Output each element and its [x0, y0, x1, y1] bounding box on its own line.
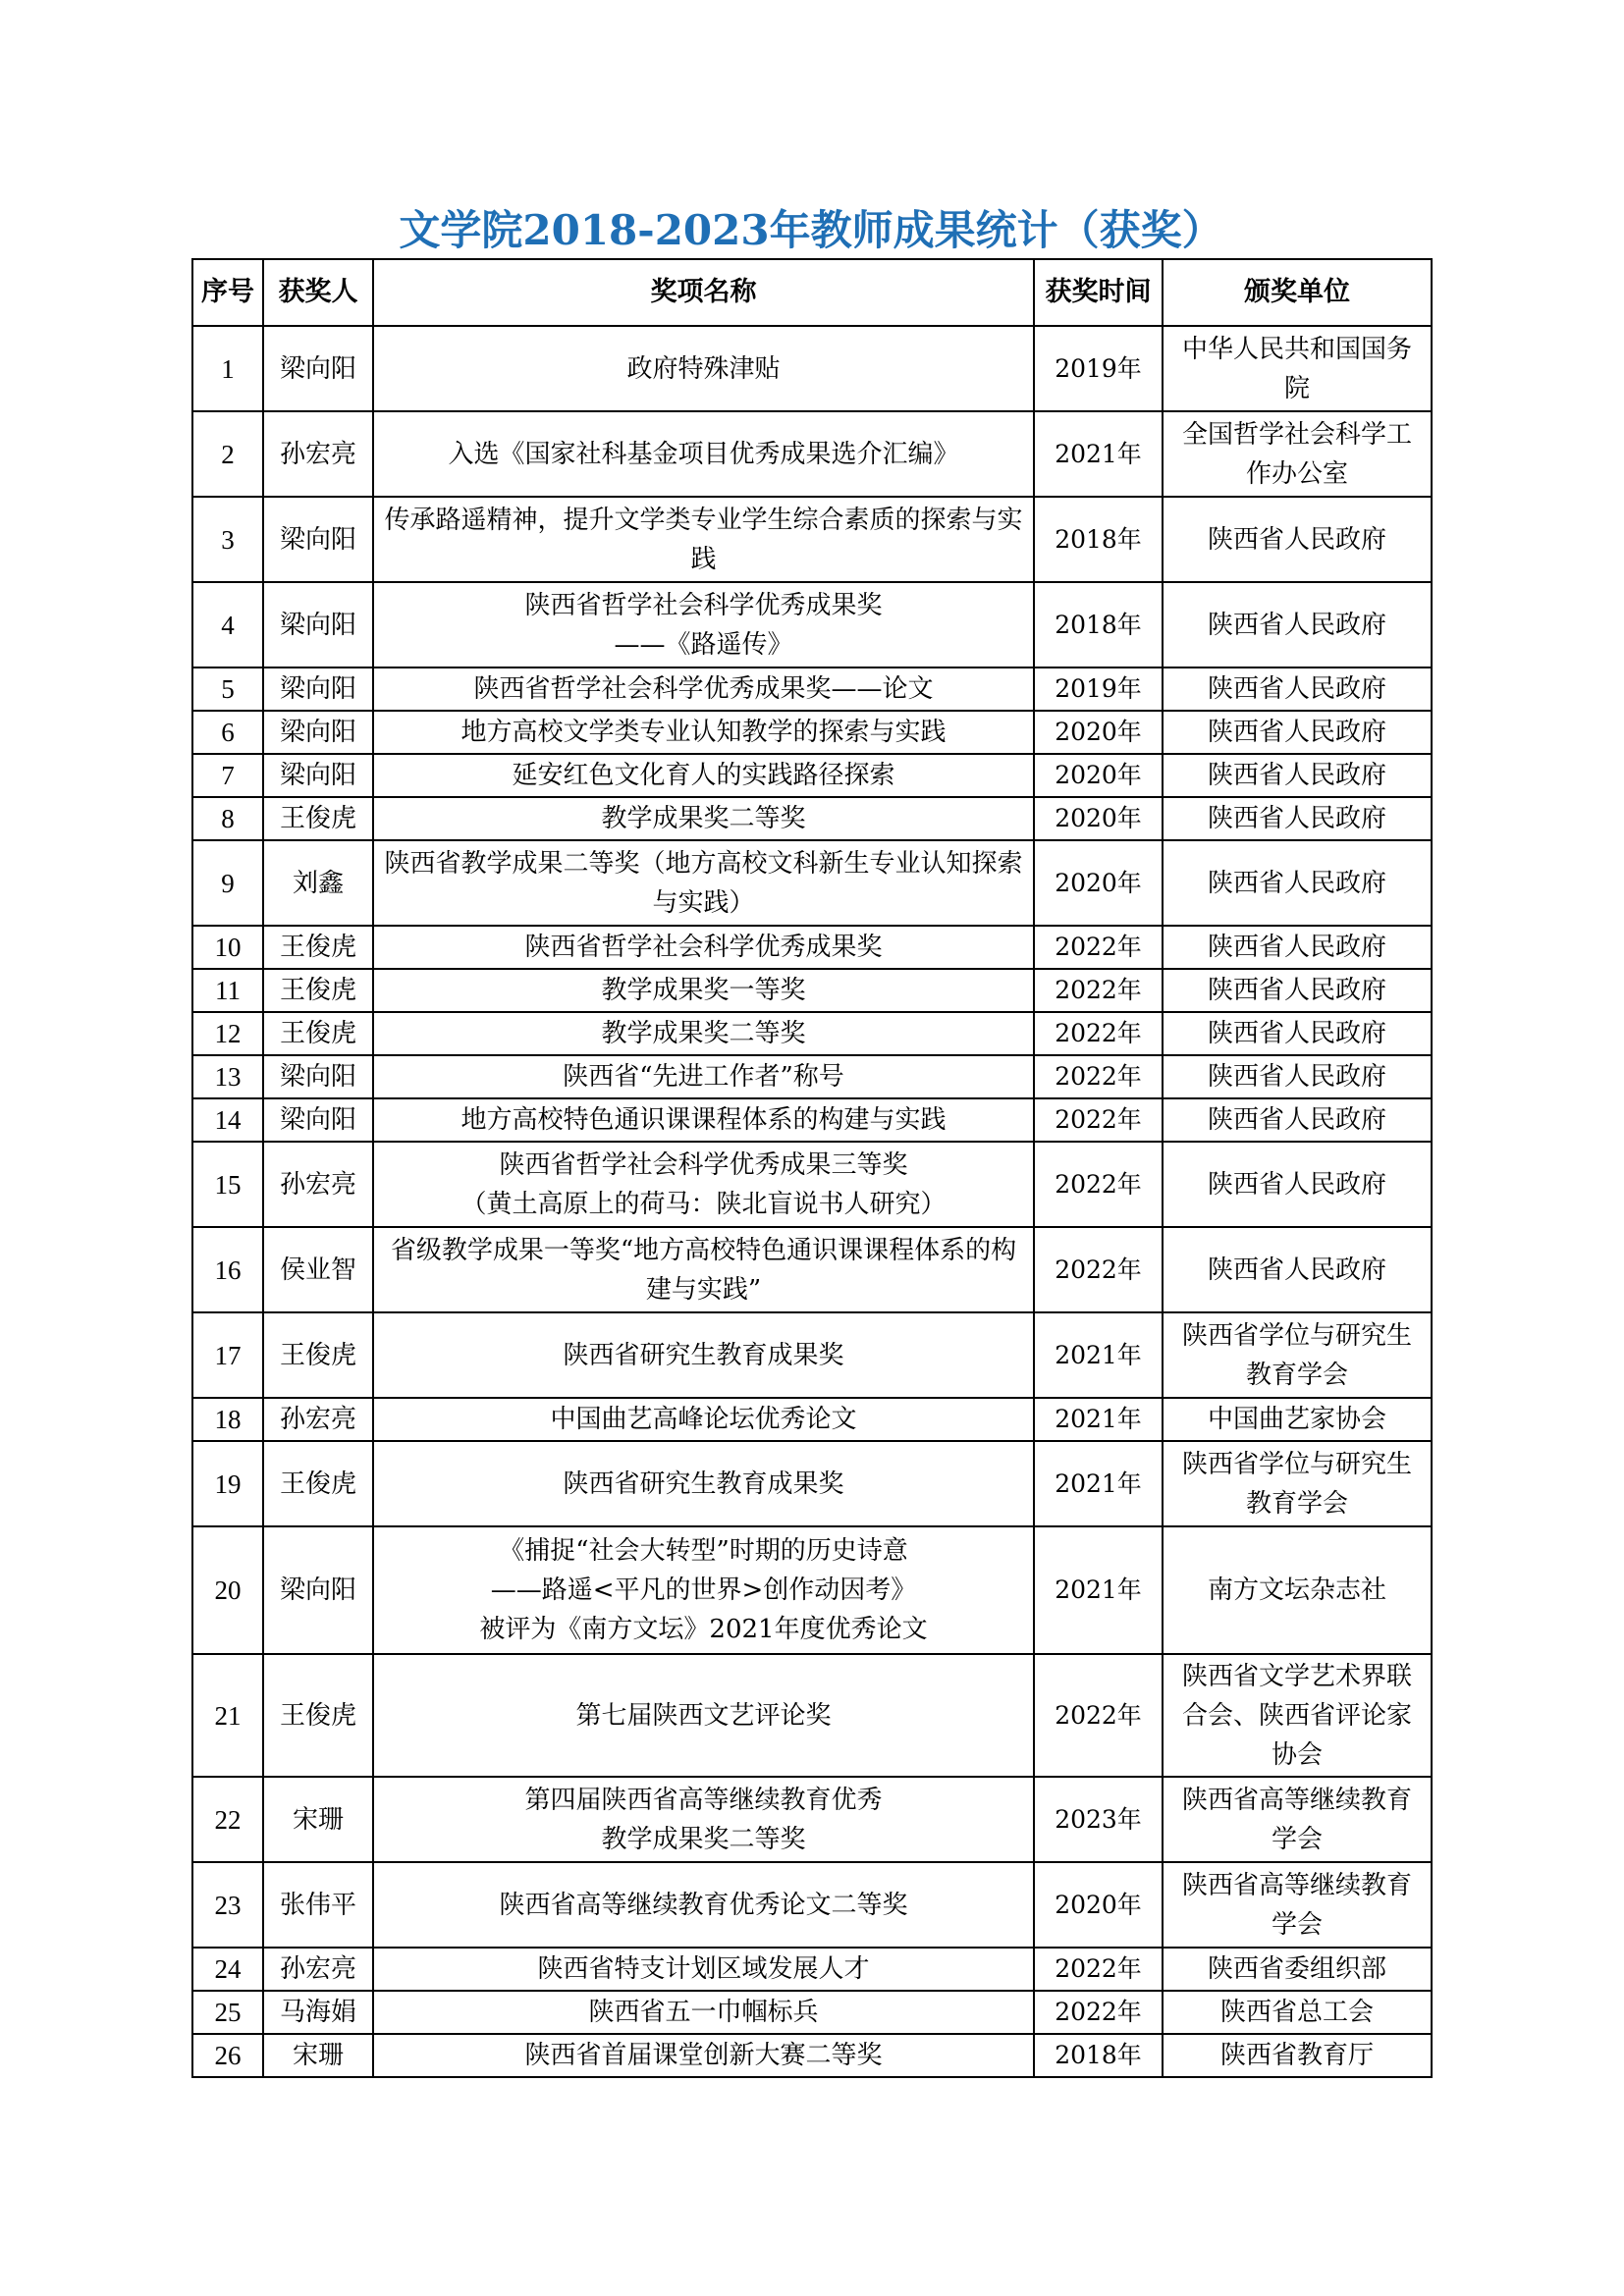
awardee-cell: 梁向阳 [263, 667, 373, 711]
serial-number-cell: 7 [192, 754, 263, 797]
awarding-org-cell: 陕西省高等继续教育学会 [1163, 1777, 1432, 1862]
awardee-cell: 梁向阳 [263, 326, 373, 411]
award-time-cell: 2022年 [1034, 1098, 1163, 1142]
award-name-cell: 陕西省哲学社会科学优秀成果三等奖 （黄土高原上的荷马：陕北盲说书人研究） [373, 1142, 1034, 1227]
awarding-org-cell: 陕西省人民政府 [1163, 797, 1432, 840]
awarding-org-cell: 陕西省高等继续教育学会 [1163, 1862, 1432, 1948]
award-name-cell: 教学成果奖二等奖 [373, 797, 1034, 840]
award-name-cell: 陕西省哲学社会科学优秀成果奖——论文 [373, 667, 1034, 711]
awardee-cell: 梁向阳 [263, 1526, 373, 1654]
awarding-org-cell: 陕西省教育厅 [1163, 2034, 1432, 2077]
award-name-cell: 政府特殊津贴 [373, 326, 1034, 411]
header-awardee: 获奖人 [263, 259, 373, 326]
award-name-cell: 第七届陕西文艺评论奖 [373, 1654, 1034, 1777]
table-row [192, 411, 1432, 497]
table-row [192, 1441, 1432, 1526]
awardee-cell: 孙宏亮 [263, 1142, 373, 1227]
awards-table [191, 258, 1433, 2078]
serial-number-cell: 14 [192, 1098, 263, 1142]
award-name-cell: 陕西省特支计划区域发展人才 [373, 1948, 1034, 1991]
table-body [192, 326, 1432, 2077]
serial-number-cell: 23 [192, 1862, 263, 1948]
awardee-cell: 孙宏亮 [263, 1948, 373, 1991]
table-row [192, 1312, 1432, 1398]
award-time-cell: 2022年 [1034, 926, 1163, 969]
award-time-cell: 2022年 [1034, 969, 1163, 1012]
table-row [192, 1948, 1432, 1991]
serial-number-cell: 4 [192, 582, 263, 667]
awarding-org-cell: 陕西省学位与研究生教育学会 [1163, 1441, 1432, 1526]
serial-number-cell: 8 [192, 797, 263, 840]
award-time-cell: 2018年 [1034, 582, 1163, 667]
awarding-org-cell: 全国哲学社会科学工作办公室 [1163, 411, 1432, 497]
table-row [192, 797, 1432, 840]
award-name-cell: 陕西省首届课堂创新大赛二等奖 [373, 2034, 1034, 2077]
table-row [192, 926, 1432, 969]
award-time-cell: 2021年 [1034, 411, 1163, 497]
awarding-org-cell: 陕西省文学艺术界联合会、陕西省评论家协会 [1163, 1654, 1432, 1777]
award-time-cell: 2020年 [1034, 754, 1163, 797]
award-name-cell: 入选《国家社科基金项目优秀成果选介汇编》 [373, 411, 1034, 497]
awardee-cell: 梁向阳 [263, 1098, 373, 1142]
award-name-cell: 延安红色文化育人的实践路径探索 [373, 754, 1034, 797]
serial-number-cell: 25 [192, 1991, 263, 2034]
award-time-cell: 2020年 [1034, 1862, 1163, 1948]
awardee-cell: 孙宏亮 [263, 1398, 373, 1441]
serial-number-cell: 11 [192, 969, 263, 1012]
award-name-cell: 陕西省“先进工作者”称号 [373, 1055, 1034, 1098]
award-name-cell: 陕西省哲学社会科学优秀成果奖 ——《路遥传》 [373, 582, 1034, 667]
award-time-cell: 2020年 [1034, 711, 1163, 754]
page-title: 文学院2018-2023年教师成果统计（获奖） [399, 206, 1223, 254]
award-name-cell: 陕西省研究生教育成果奖 [373, 1441, 1034, 1526]
award-name-cell: 《捕捉“社会大转型”时期的历史诗意 ——路遥<平凡的世界>创作动因考》 被评为《南方文坛》2021年度优秀论文 [373, 1526, 1034, 1654]
table-row [192, 969, 1432, 1012]
awarding-org-cell: 中国曲艺家协会 [1163, 1398, 1432, 1441]
award-name-cell: 省级教学成果一等奖“地方高校特色通识课课程体系的构建与实践” [373, 1227, 1034, 1312]
serial-number-cell: 6 [192, 711, 263, 754]
serial-number-cell: 18 [192, 1398, 263, 1441]
awarding-org-cell: 陕西省人民政府 [1163, 1055, 1432, 1098]
table-row [192, 1526, 1432, 1654]
table-row [192, 1055, 1432, 1098]
award-name-cell: 第四届陕西省高等继续教育优秀 教学成果奖二等奖 [373, 1777, 1034, 1862]
serial-number-cell: 5 [192, 667, 263, 711]
award-time-cell: 2022年 [1034, 1948, 1163, 1991]
award-time-cell: 2020年 [1034, 840, 1163, 926]
award-name-cell: 陕西省研究生教育成果奖 [373, 1312, 1034, 1398]
table-row [192, 711, 1432, 754]
serial-number-cell: 21 [192, 1654, 263, 1777]
table-row [192, 1098, 1432, 1142]
award-time-cell: 2021年 [1034, 1441, 1163, 1526]
award-time-cell: 2021年 [1034, 1312, 1163, 1398]
award-time-cell: 2021年 [1034, 1398, 1163, 1441]
awarding-org-cell: 陕西省人民政府 [1163, 1142, 1432, 1227]
award-time-cell: 2022年 [1034, 1991, 1163, 2034]
awardee-cell: 刘鑫 [263, 840, 373, 926]
awarding-org-cell: 陕西省人民政府 [1163, 1098, 1432, 1142]
awardee-cell: 宋珊 [263, 1777, 373, 1862]
awardee-cell: 梁向阳 [263, 497, 373, 582]
awarding-org-cell: 陕西省人民政府 [1163, 711, 1432, 754]
awarding-org-cell: 南方文坛杂志社 [1163, 1526, 1432, 1654]
table-row [192, 326, 1432, 411]
awardee-cell: 孙宏亮 [263, 411, 373, 497]
serial-number-cell: 10 [192, 926, 263, 969]
table-row [192, 1012, 1432, 1055]
awarding-org-cell: 陕西省人民政府 [1163, 582, 1432, 667]
serial-number-cell: 3 [192, 497, 263, 582]
serial-number-cell: 19 [192, 1441, 263, 1526]
award-name-cell: 陕西省哲学社会科学优秀成果奖 [373, 926, 1034, 969]
awardee-cell: 梁向阳 [263, 582, 373, 667]
awardee-cell: 王俊虎 [263, 1441, 373, 1526]
table-row [192, 1227, 1432, 1312]
header-award-name: 奖项名称 [373, 259, 1034, 326]
award-name-cell: 陕西省高等继续教育优秀论文二等奖 [373, 1862, 1034, 1948]
serial-number-cell: 16 [192, 1227, 263, 1312]
award-time-cell: 2019年 [1034, 667, 1163, 711]
award-name-cell: 传承路遥精神，提升文学类专业学生综合素质的探索与实践 [373, 497, 1034, 582]
serial-number-cell: 9 [192, 840, 263, 926]
award-name-cell: 陕西省教学成果二等奖（地方高校文科新生专业认知探索与实践） [373, 840, 1034, 926]
table-row [192, 754, 1432, 797]
awarding-org-cell: 陕西省人民政府 [1163, 497, 1432, 582]
award-name-cell: 地方高校特色通识课课程体系的构建与实践 [373, 1098, 1034, 1142]
award-name-cell: 中国曲艺高峰论坛优秀论文 [373, 1398, 1034, 1441]
table-header-row [192, 259, 1432, 326]
header-awarding-org: 颁奖单位 [1163, 259, 1432, 326]
serial-number-cell: 15 [192, 1142, 263, 1227]
awardee-cell: 张伟平 [263, 1862, 373, 1948]
serial-number-cell: 26 [192, 2034, 263, 2077]
award-name-cell: 地方高校文学类专业认知教学的探索与实践 [373, 711, 1034, 754]
awardee-cell: 马海娟 [263, 1991, 373, 2034]
awardee-cell: 侯业智 [263, 1227, 373, 1312]
serial-number-cell: 22 [192, 1777, 263, 1862]
award-time-cell: 2022年 [1034, 1654, 1163, 1777]
serial-number-cell: 24 [192, 1948, 263, 1991]
award-time-cell: 2023年 [1034, 1777, 1163, 1862]
awarding-org-cell: 陕西省学位与研究生教育学会 [1163, 1312, 1432, 1398]
table-row [192, 840, 1432, 926]
header-award-time: 获奖时间 [1034, 259, 1163, 326]
awarding-org-cell: 陕西省人民政府 [1163, 754, 1432, 797]
award-name-cell: 教学成果奖一等奖 [373, 969, 1034, 1012]
awarding-org-cell: 陕西省人民政府 [1163, 969, 1432, 1012]
awardee-cell: 王俊虎 [263, 797, 373, 840]
serial-number-cell: 13 [192, 1055, 263, 1098]
award-time-cell: 2022年 [1034, 1055, 1163, 1098]
awardee-cell: 梁向阳 [263, 711, 373, 754]
awardee-cell: 王俊虎 [263, 969, 373, 1012]
table-row [192, 1991, 1432, 2034]
award-time-cell: 2018年 [1034, 497, 1163, 582]
table-row [192, 1777, 1432, 1862]
awarding-org-cell: 中华人民共和国国务院 [1163, 326, 1432, 411]
awardee-cell: 王俊虎 [263, 1312, 373, 1398]
table-row [192, 667, 1432, 711]
award-time-cell: 2018年 [1034, 2034, 1163, 2077]
awardee-cell: 王俊虎 [263, 926, 373, 969]
awardee-cell: 王俊虎 [263, 1654, 373, 1777]
awardee-cell: 梁向阳 [263, 754, 373, 797]
table-row [192, 2034, 1432, 2077]
award-time-cell: 2020年 [1034, 797, 1163, 840]
serial-number-cell: 17 [192, 1312, 263, 1398]
table-row [192, 1398, 1432, 1441]
table-row [192, 1142, 1432, 1227]
award-time-cell: 2022年 [1034, 1142, 1163, 1227]
awarding-org-cell: 陕西省总工会 [1163, 1991, 1432, 2034]
award-time-cell: 2019年 [1034, 326, 1163, 411]
awarding-org-cell: 陕西省人民政府 [1163, 926, 1432, 969]
award-name-cell: 陕西省五一巾帼标兵 [373, 1991, 1034, 2034]
awarding-org-cell: 陕西省人民政府 [1163, 667, 1432, 711]
awardee-cell: 梁向阳 [263, 1055, 373, 1098]
awarding-org-cell: 陕西省人民政府 [1163, 1227, 1432, 1312]
awarding-org-cell: 陕西省人民政府 [1163, 1012, 1432, 1055]
award-time-cell: 2022年 [1034, 1012, 1163, 1055]
table-row [192, 1862, 1432, 1948]
serial-number-cell: 1 [192, 326, 263, 411]
award-time-cell: 2021年 [1034, 1526, 1163, 1654]
awardee-cell: 王俊虎 [263, 1012, 373, 1055]
header-serial-number: 序号 [192, 259, 263, 326]
award-time-cell: 2022年 [1034, 1227, 1163, 1312]
awarding-org-cell: 陕西省人民政府 [1163, 840, 1432, 926]
awarding-org-cell: 陕西省委组织部 [1163, 1948, 1432, 1991]
award-name-cell: 教学成果奖二等奖 [373, 1012, 1034, 1055]
serial-number-cell: 2 [192, 411, 263, 497]
table-row [192, 1654, 1432, 1777]
table-row [192, 582, 1432, 667]
serial-number-cell: 20 [192, 1526, 263, 1654]
serial-number-cell: 12 [192, 1012, 263, 1055]
awardee-cell: 宋珊 [263, 2034, 373, 2077]
table-row [192, 497, 1432, 582]
